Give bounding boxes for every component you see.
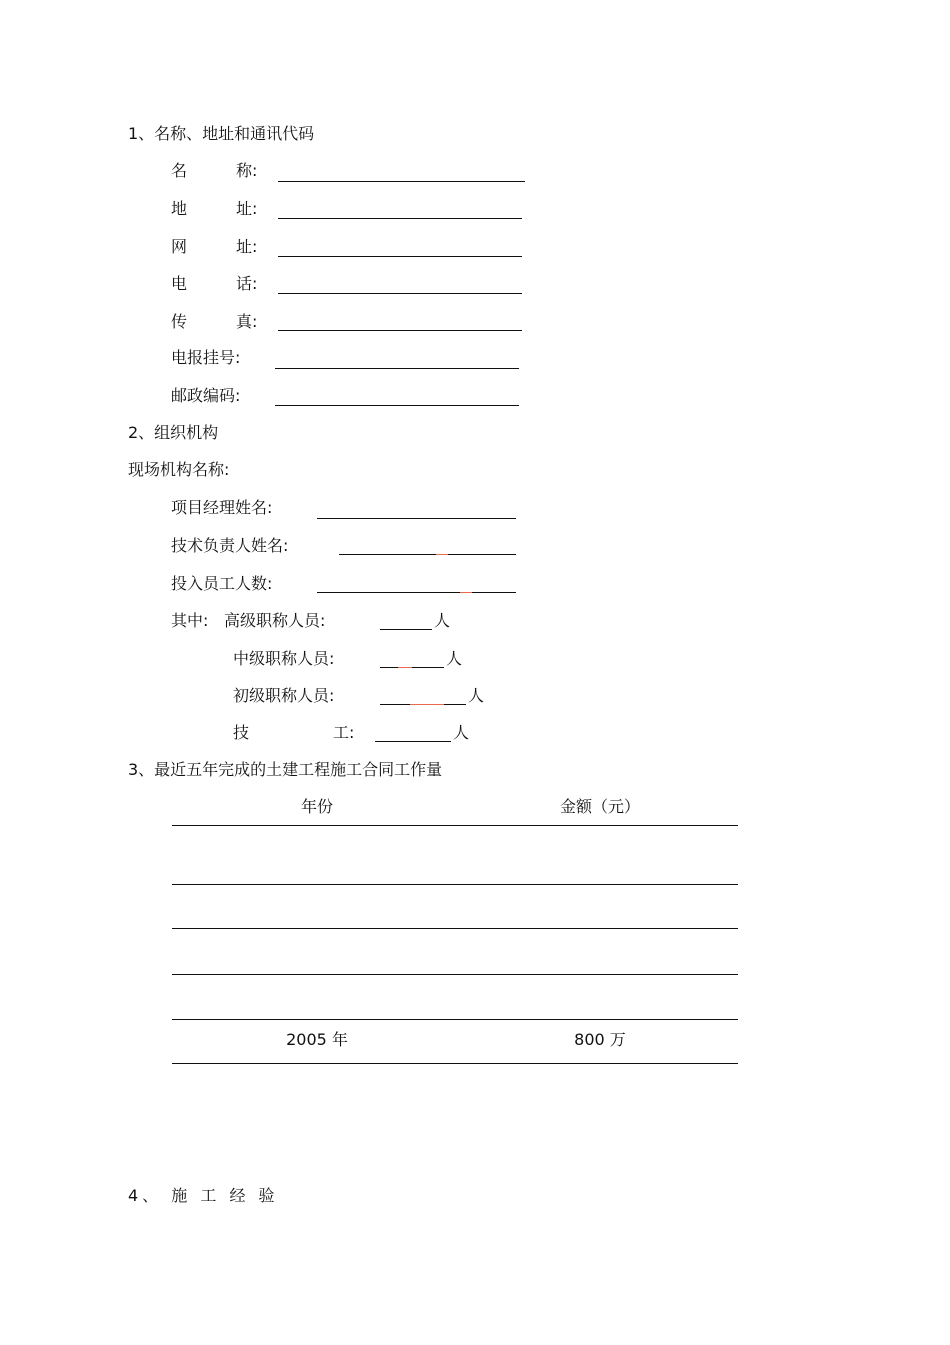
table-rule bbox=[172, 884, 738, 885]
telegraph-label: 电报挂号: bbox=[171, 348, 241, 367]
website-label-a: 网 bbox=[171, 237, 188, 256]
website-label-b: 址: bbox=[236, 237, 258, 256]
pm-name-field[interactable] bbox=[317, 518, 516, 519]
phone-field[interactable] bbox=[278, 293, 522, 294]
section4-heading: 4、 施 工 经 验 bbox=[128, 1186, 279, 1205]
table-rule bbox=[172, 825, 738, 826]
name-field[interactable] bbox=[278, 181, 525, 182]
fax-label-b: 真: bbox=[236, 312, 258, 331]
senior-field[interactable] bbox=[380, 629, 432, 630]
website-field[interactable] bbox=[278, 256, 522, 257]
field-mark bbox=[436, 554, 448, 555]
pm-name-label: 项目经理姓名: bbox=[171, 498, 273, 517]
column-header-amount: 金额（元） bbox=[559, 797, 640, 816]
middle-label: 中级职称人员: bbox=[233, 649, 335, 668]
field-mark bbox=[460, 592, 472, 593]
table-rule bbox=[172, 1019, 738, 1020]
section2-heading: 2、组织机构 bbox=[128, 423, 219, 442]
tech-lead-label: 技术负责人姓名: bbox=[171, 536, 289, 555]
junior-unit: 人 bbox=[468, 686, 485, 705]
name-label-a: 名 bbox=[171, 161, 188, 180]
field-mark bbox=[410, 704, 444, 705]
of-which-label: 其中: bbox=[171, 611, 209, 630]
table-rule bbox=[172, 974, 738, 975]
senior-label: 高级职称人员: bbox=[224, 611, 326, 630]
junior-label: 初级职称人员: bbox=[233, 686, 335, 705]
staff-count-field[interactable] bbox=[317, 592, 516, 593]
name-label-b: 称: bbox=[236, 161, 258, 180]
table-rule bbox=[172, 1063, 738, 1064]
fax-field[interactable] bbox=[278, 330, 522, 331]
middle-field[interactable] bbox=[380, 667, 444, 668]
address-label-b: 址: bbox=[236, 199, 258, 218]
section1-heading: 1、名称、地址和通讯代码 bbox=[128, 124, 315, 143]
staff-count-label: 投入员工人数: bbox=[171, 574, 273, 593]
phone-label-b: 话: bbox=[236, 274, 258, 293]
postcode-field[interactable] bbox=[275, 405, 519, 406]
worker-label-a: 技 bbox=[233, 723, 250, 742]
table-cell-amount: 800 万 bbox=[574, 1030, 626, 1049]
fax-label-a: 传 bbox=[171, 312, 188, 331]
phone-label-a: 电 bbox=[171, 274, 188, 293]
column-header-year: 年份 bbox=[300, 797, 333, 816]
table-cell-year: 2005 年 bbox=[286, 1030, 348, 1049]
worker-label-b: 工: bbox=[333, 723, 355, 742]
middle-unit: 人 bbox=[446, 649, 463, 668]
address-field[interactable] bbox=[278, 218, 522, 219]
telegraph-field[interactable] bbox=[275, 368, 519, 369]
postcode-label: 邮政编码: bbox=[171, 386, 241, 405]
site-org-label: 现场机构名称: bbox=[128, 460, 230, 479]
address-label-a: 地 bbox=[171, 199, 188, 218]
tech-lead-field[interactable] bbox=[339, 554, 516, 555]
senior-unit: 人 bbox=[434, 611, 451, 630]
worker-field[interactable] bbox=[375, 741, 451, 742]
table-rule bbox=[172, 928, 738, 929]
field-mark bbox=[398, 667, 412, 668]
worker-unit: 人 bbox=[453, 723, 470, 742]
section3-heading: 3、最近五年完成的土建工程施工合同工作量 bbox=[128, 760, 443, 779]
